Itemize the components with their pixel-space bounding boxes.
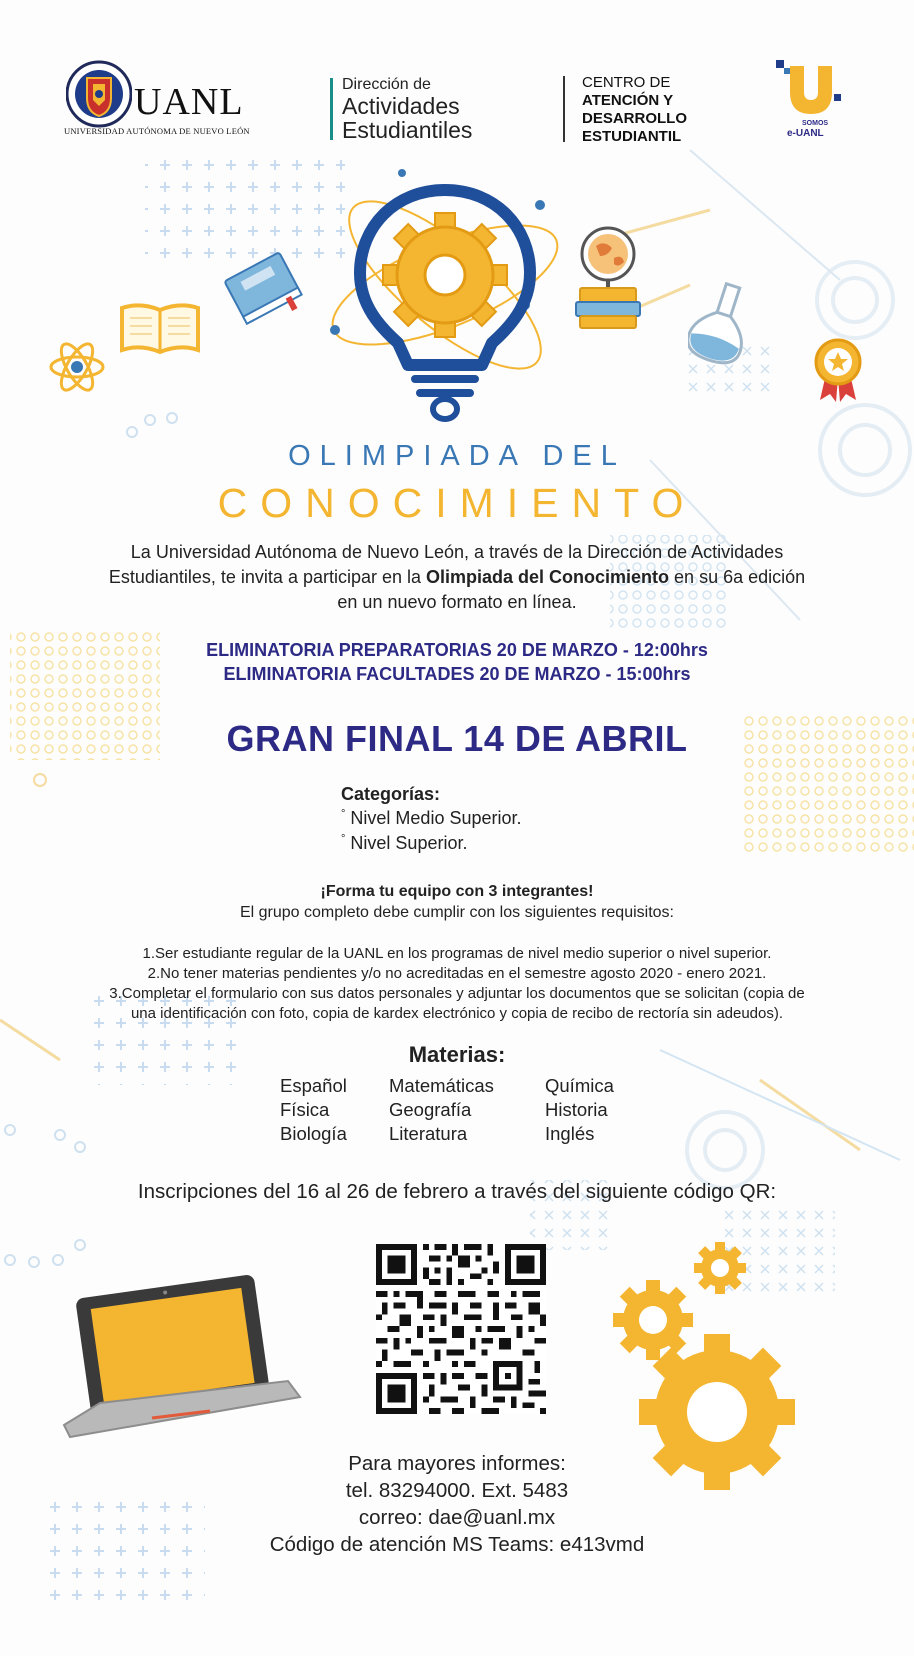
materia-item: Biología bbox=[280, 1123, 347, 1144]
contacto-telefono: tel. 83294000. Ext. 5483 bbox=[345, 1479, 569, 1502]
cade-line2: ATENCIÓN Y bbox=[582, 92, 674, 109]
cade-line1: CENTRO DE bbox=[582, 74, 671, 91]
requisito-1: 1.Ser estudiante regular de la UANL en los programas de nivel medio superior o nivel superior. bbox=[142, 945, 772, 962]
materia-item: Inglés bbox=[545, 1123, 595, 1144]
intro-event-name: Olimpiada del Conocimiento bbox=[426, 567, 670, 587]
flask-icon bbox=[688, 278, 754, 368]
somos-small-label: SOMOS bbox=[802, 120, 829, 127]
intro-line-3: en un nuevo formato en línea. bbox=[337, 592, 577, 612]
dae-line2: Actividades bbox=[342, 93, 460, 119]
categoria-item bbox=[341, 808, 522, 829]
materia-item: Historia bbox=[545, 1099, 608, 1120]
uanl-subtitle: UNIVERSIDAD AUTÓNOMA DE NUEVO LEÓN bbox=[64, 126, 250, 136]
title-line-2: CONOCIMIENTO bbox=[217, 480, 697, 526]
requisito-2: 2.No tener materias pendientes y/o no acreditadas en el semestre agosto 2020 - enero 2021. bbox=[147, 965, 767, 982]
degree-bullet-icon: ° bbox=[341, 808, 346, 820]
title-line-1: OLIMPIADA DEL bbox=[288, 440, 626, 472]
categorias-title: Categorías: bbox=[341, 784, 441, 804]
materias-column-2 bbox=[389, 1074, 494, 1146]
cade-line4: ESTUDIANTIL bbox=[582, 128, 682, 145]
materia-item: Física bbox=[280, 1099, 330, 1120]
laptop-icon bbox=[60, 1275, 310, 1445]
materia-item: Literatura bbox=[389, 1123, 468, 1144]
dae-line3: Estudiantiles bbox=[342, 117, 473, 143]
contacto-ms-teams: Código de atención MS Teams: e413vmd bbox=[269, 1533, 645, 1556]
globe-icon bbox=[570, 222, 646, 332]
categoria-label: Nivel Superior. bbox=[350, 833, 468, 853]
materia-item: Matemáticas bbox=[389, 1075, 494, 1096]
intro-line-2-pre: Estudiantiles, te invita a participar en la bbox=[108, 567, 427, 587]
eliminatoria-preparatorias: ELIMINATORIA PREPARATORIAS 20 DE MARZO - 12:00hrs bbox=[206, 640, 708, 660]
intro-line-2-post: en su 6a edición bbox=[669, 567, 806, 587]
closed-book-icon bbox=[218, 246, 308, 331]
cade-line3: DESARROLLO bbox=[582, 110, 687, 127]
somos-uanl-logo-icon bbox=[776, 58, 846, 118]
requisito-3a: 3.Completar el formulario con sus datos personales y adjuntar los documentos que se solicitan (copia de bbox=[109, 985, 805, 1002]
dae-divider bbox=[330, 78, 333, 140]
dae-line1: Dirección de bbox=[342, 76, 431, 93]
materias-column-1 bbox=[280, 1074, 347, 1146]
medal-icon bbox=[812, 338, 864, 404]
requisito-3b: una identificación con foto, copia de kardex electrónico y copia de recibo de rectoría sin adeudos). bbox=[130, 1005, 784, 1022]
categoria-item bbox=[341, 833, 467, 854]
intro-line-2 bbox=[0, 565, 914, 590]
materia-item: Química bbox=[545, 1075, 614, 1096]
materia-item: Español bbox=[280, 1075, 347, 1096]
materias-title: Materias: bbox=[408, 1042, 506, 1067]
somos-brand-label: e-UANL bbox=[787, 128, 824, 139]
materias-column-3 bbox=[545, 1074, 614, 1146]
inscripciones-text: Inscripciones del 16 al 26 de febrero a través del siguiente código QR: bbox=[137, 1180, 777, 1203]
contacto-line-1: Para mayores informes: bbox=[348, 1452, 566, 1475]
equipo-headline: ¡Forma tu equipo con 3 integrantes! bbox=[320, 883, 594, 900]
lightbulb-gear-atom-illustration bbox=[320, 165, 580, 425]
open-book-icon bbox=[118, 300, 202, 358]
atom-icon bbox=[48, 338, 106, 396]
cade-divider bbox=[563, 76, 565, 142]
eliminatoria-facultades: ELIMINATORIA FACULTADES 20 DE MARZO - 15:00hrs bbox=[223, 664, 691, 684]
intro-paragraph bbox=[0, 540, 914, 615]
uanl-wordmark: UANL bbox=[134, 81, 244, 123]
gran-final-heading: GRAN FINAL 14 DE ABRIL bbox=[226, 718, 688, 759]
uanl-seal-icon bbox=[66, 58, 132, 136]
intro-line-1: La Universidad Autónoma de Nuevo León, a través de la Dirección de Actividades bbox=[130, 542, 784, 562]
materia-item: Geografía bbox=[389, 1099, 472, 1120]
contacto-correo[interactable]: correo: dae@uanl.mx bbox=[358, 1506, 556, 1529]
categoria-label: Nivel Medio Superior. bbox=[350, 808, 522, 828]
equipo-subline: El grupo completo debe cumplir con los siguientes requisitos: bbox=[239, 904, 674, 921]
qr-code[interactable] bbox=[376, 1244, 546, 1414]
degree-bullet-icon: ° bbox=[341, 833, 346, 845]
